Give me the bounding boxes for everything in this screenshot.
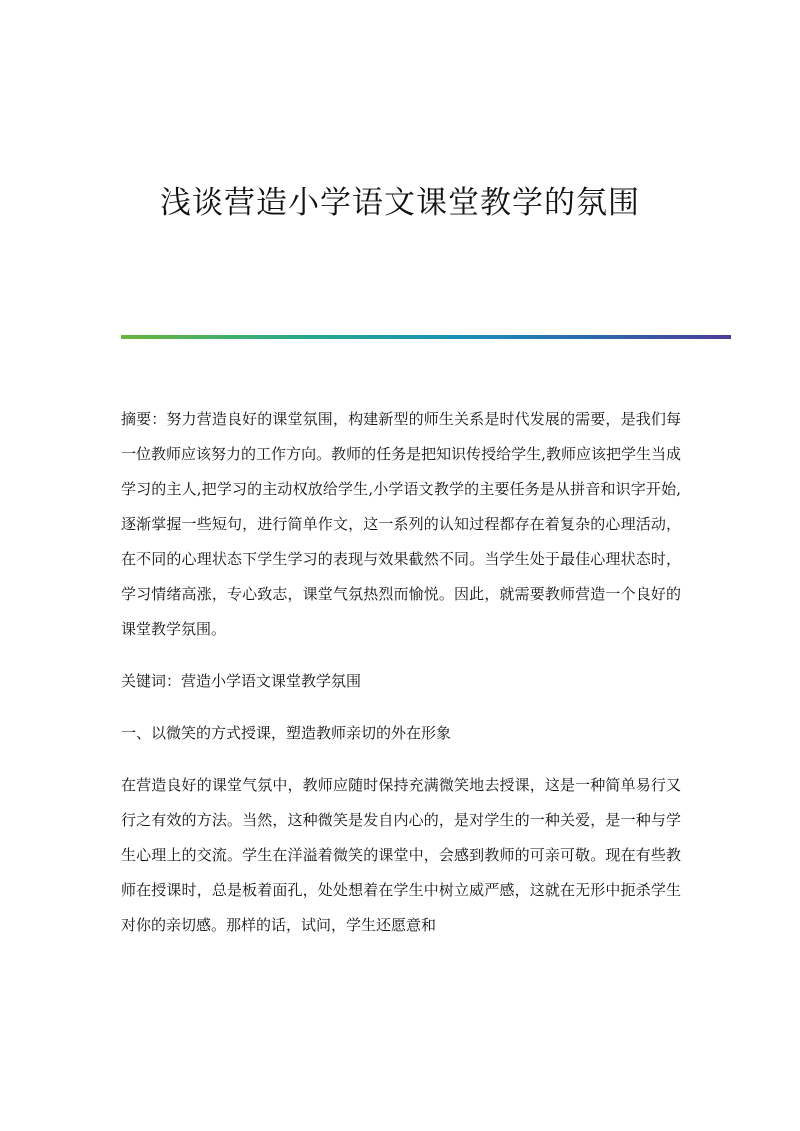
document-body [121, 402, 681, 960]
section-heading: 一、以微笑的方式授课，塑造教师亲切的外在形象 [121, 724, 452, 742]
document-title: 浅谈营造小学语文课堂教学的氛围 [160, 185, 640, 221]
keywords-line: 关键词：营造小学语文课堂教学氛围 [121, 672, 362, 690]
title-divider [121, 335, 731, 339]
body-paragraph: 在营造良好的课堂气氛中，教师应随时保持充满微笑地去授课，这是一种简单易行又行之有效的方法。当然，这种微笑是发自内心的，是对学生的一种关爱，是一种与学生心理上的交流。学生在洋溢着微笑的课堂中，会感到教师的可亲可敬。现在有些教师在授课时，总是板着面孔，处处想着在学生中树立威严感，这就在无形中扼杀学生对你的亲切感。那样的话，试问，学生还愿意和 [121, 776, 681, 934]
abstract-paragraph: 摘要：努力营造良好的课堂氛围，构建新型的师生关系是时代发展的需要，是我们每一位教师应该努力的工作方向。教师的任务是把知识传授给学生,教师应该把学生当成学习的主人,把学习的主动权放给学生,小学语文教学的主要任务是从拼音和识字开始,逐渐掌握一些短句，进行简单作文，这一系列的认知过程都存在着复杂的心理活动，在不同的心理状态下学生学习的表现与效果截然不同。当学生处于最佳心理状态时，学习情绪高涨，专心致志，课堂气氛热烈而愉悦。因此，就需要教师营造一个良好的课堂教学氛围。 [121, 410, 681, 638]
